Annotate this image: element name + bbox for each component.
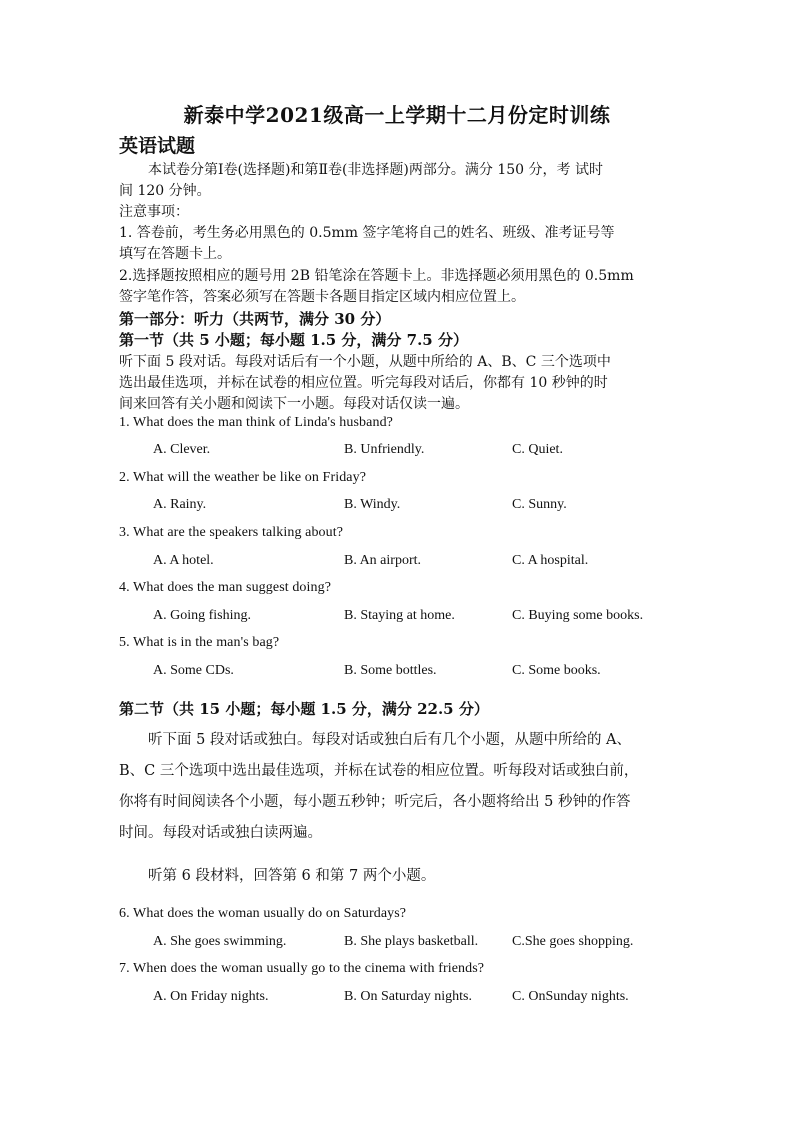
question-3-option-c: C. A hospital. [512,553,589,568]
question-3-option-a: A. A hotel. [153,553,214,568]
question-3-option-b: B. An airport. [344,553,421,568]
question-6-option-b: B. She plays basketball. [344,934,479,949]
note-1-line-1: 1. 答卷前，考生务必用黑色的 0.5mm 签字笔将自己的姓名、班级、准考证号等 [119,225,615,241]
question-7-option-a: A. On Friday nights. [153,989,269,1004]
note-1-line-2: 填写在答题卡上。 [119,246,231,262]
question-2-option-b: B. Windy. [344,497,401,512]
section2-instr-line-4: 时间。每段对话或独白读两遍。 [119,825,322,841]
section1-instr-line-2: 选出最佳选项，并标在试卷的相应位置。听完每段对话后，你都有 10 秒钟的时 [119,375,608,391]
note-2-line-1: 2.选择题按照相应的题号用 2B 铅笔涂在答题卡上。非选择题必须用黑色的 0.5mm [119,268,634,284]
subject-heading: 英语试题 [119,135,196,157]
question-4-option-c: C. Buying some books. [512,608,644,623]
intro-line-1: 本试卷分第Ⅰ卷(选择题)和第Ⅱ卷(非选择题)两部分。满分 150 分，考 试时 [148,162,603,178]
section2-heading: 第二节（共 15 小题；每小题 1.5 分，满分 22.5 分） [119,700,489,718]
question-2-option-a: A. Rainy. [153,497,207,512]
question-6-option-a: A. She goes swimming. [153,934,287,949]
question-7-option-b: B. On Saturday nights. [344,989,472,1004]
question-5-option-b: B. Some bottles. [344,663,437,678]
section2-instr-line-2: B、C 三个选项中选出最佳选项，并标在试卷的相应位置。听每段对话或独白前， [119,763,639,779]
question-7-option-c: C. OnSunday nights. [512,989,629,1004]
question-2-option-c: C. Sunny. [512,497,567,512]
section1-instr-line-1: 听下面 5 段对话。每段对话后有一个小题，从题中所给的 A、B、C 三个选项中 [119,354,611,370]
question-1-option-c: C. Quiet. [512,442,563,457]
question-1-option-a: A. Clever. [153,442,211,457]
question-5-option-a: A. Some CDs. [153,663,234,678]
question-5: 5. What is in the man's bag? [119,635,280,650]
question-6: 6. What does the woman usually do on Saturdays? [119,906,407,921]
section1-instr-line-3: 间来回答有关小题和阅读下一小题。每段对话仅读一遍。 [119,396,469,412]
intro-line-2: 间 120 分钟。 [119,183,211,199]
material-6-instruction: 听第 6 段材料，回答第 6 和第 7 两个小题。 [148,868,436,884]
question-4-option-a: A. Going fishing. [153,608,251,623]
question-2: 2. What will the weather be like on Friday? [119,470,367,485]
question-1: 1. What does the man think of Linda's husband? [119,415,393,430]
question-4: 4. What does the man suggest doing? [119,580,332,595]
section2-instr-line-3: 你将有时间阅读各个小题，每小题五秒钟；听完后，各小题将给出 5 秒钟的作答 [119,794,631,810]
section1-heading: 第一节（共 5 小题；每小题 1.5 分，满分 7.5 分） [119,331,468,349]
question-7: 7. When does the woman usually go to the cinema with friends? [119,961,485,976]
question-4-option-b: B. Staying at home. [344,608,455,623]
question-5-option-c: C. Some books. [512,663,601,678]
exam-title: 新泰中学2021级高一上学期十二月份定时训练 [183,103,611,127]
part1-heading: 第一部分：听力（共两节，满分 30 分） [119,310,391,328]
question-6-option-c: C.She goes shopping. [512,934,634,949]
question-1-option-b: B. Unfriendly. [344,442,425,457]
section2-instr-line-1: 听下面 5 段对话或独白。每段对话或独白后有几个小题，从题中所给的 A、 [148,732,632,748]
question-3: 3. What are the speakers talking about? [119,525,344,540]
note-2-line-2: 签字笔作答，答案必须写在答题卡各题目指定区域内相应位置上。 [119,289,525,305]
notes-label: 注意事项： [119,204,189,220]
